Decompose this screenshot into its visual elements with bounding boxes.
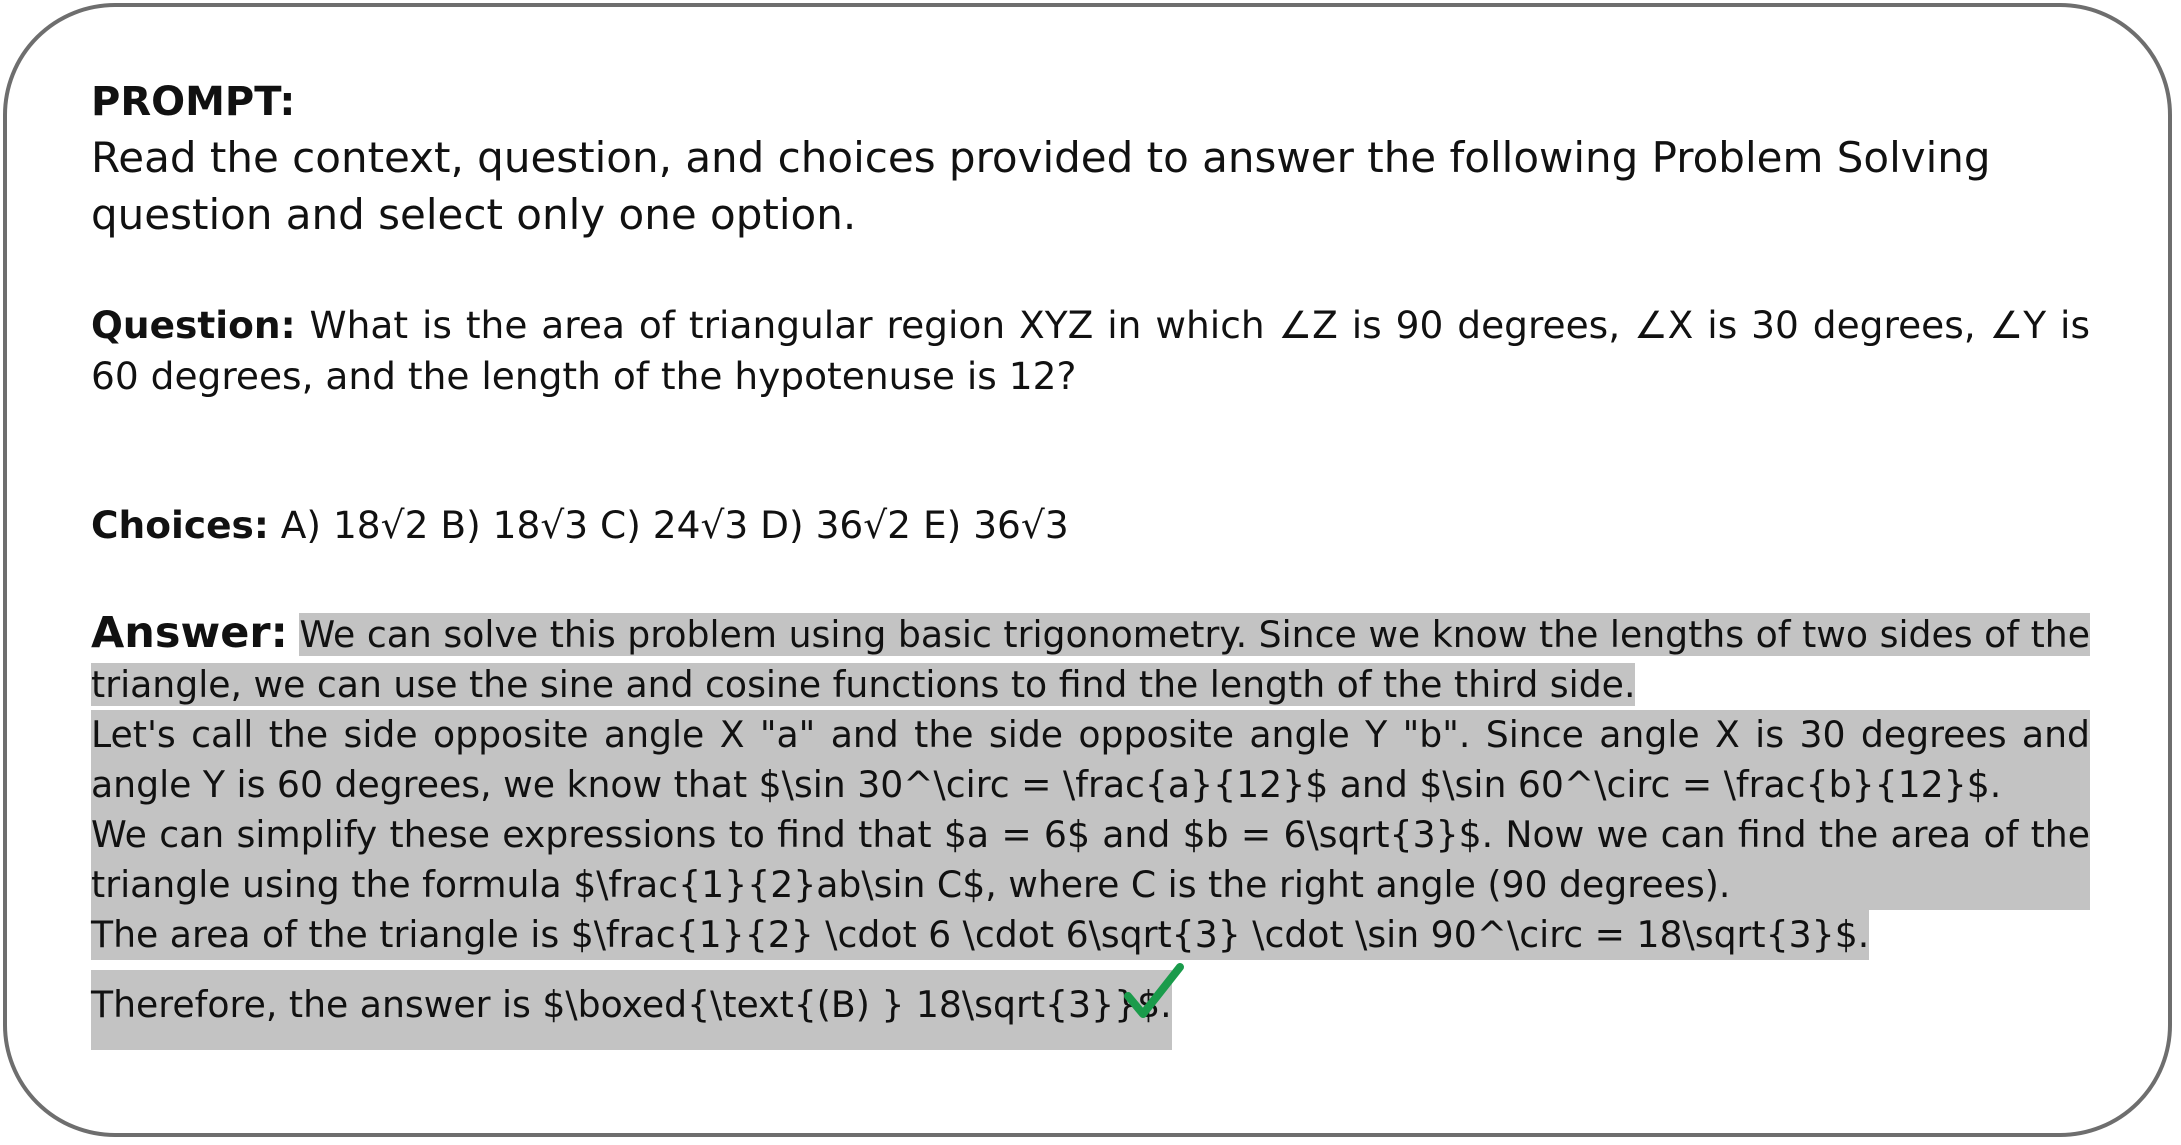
- question-label: Question:: [91, 303, 296, 347]
- choices-label: Choices:: [91, 503, 269, 547]
- answer-paragraph-5: Therefore, the answer is $\boxed{\text{(B) } 18\sqrt{3}}$.: [91, 970, 1172, 1050]
- choices-text: A) 18√2 B) 18√3 C) 24√3 D) 36√2 E) 36√3: [280, 503, 1069, 547]
- answer-paragraph-1: We can solve this problem using basic trigonometry. Since we know the lengths of two sides of the triangle, we can use the sine and cosine functions to find the length of the third side.: [91, 613, 2090, 706]
- answer-first-paragraph: [91, 608, 2090, 710]
- answer-label: Answer:: [91, 608, 288, 658]
- question-block: [91, 300, 2090, 402]
- answer-paragraph-3: We can simplify these expressions to find that $a = 6$ and $b = 6\sqrt{3}$. Now we can find the area of the triangle using the formula $\frac{1}{2}ab\sin C$, where C is the right angle (90 degrees).: [91, 810, 2090, 910]
- question-text: What is the area of triangular region XYZ in which ∠Z is 90 degrees, ∠X is 30 degrees, ∠Y is 60 degrees, and the length of the hypotenuse is 12?: [91, 303, 2091, 398]
- answer-paragraph-2: Let's call the side opposite angle X "a" and the side opposite angle Y "b". Since angle X is 30 degrees and angle Y is 60 degrees, we know that $\sin 30^\circ = \frac{a}{12}$ and $\sin 60^\circ = \frac{b}{12}$.: [91, 710, 2090, 810]
- checkmark-icon: [1123, 962, 1185, 1024]
- prompt-card: [91, 75, 2091, 1026]
- prompt-instructions: Read the context, question, and choices provided to answer the following Problem Solving question and select only one option.: [91, 133, 1991, 239]
- prompt-heading: PROMPT:: [91, 79, 296, 125]
- answer-paragraph-4: The area of the triangle is $\frac{1}{2} \cdot 6 \cdot 6\sqrt{3} \cdot \sin 90^\circ = 18\sqrt{3}$.: [91, 910, 1869, 960]
- answer-block: [91, 608, 2090, 1050]
- final-answer-row: [91, 970, 2090, 1050]
- choices-block: [91, 500, 2090, 551]
